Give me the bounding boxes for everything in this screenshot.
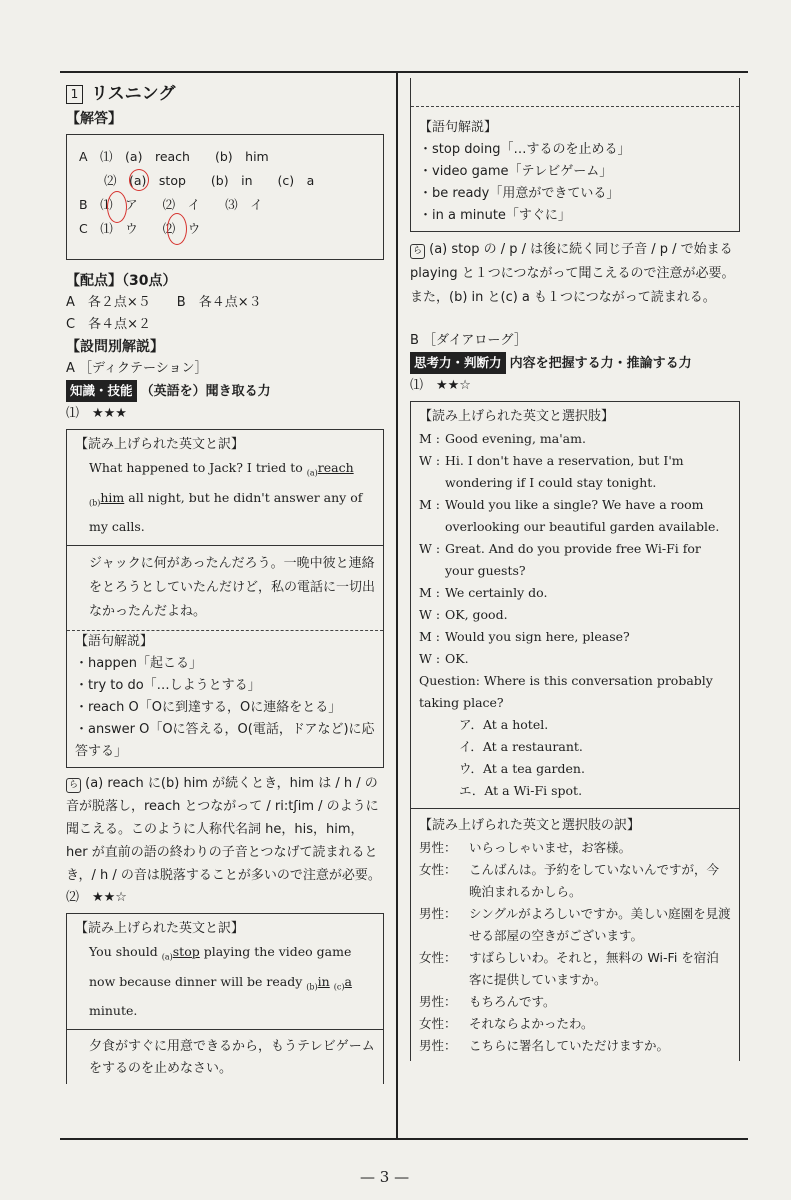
- option: ア．At a hotel.: [459, 717, 549, 732]
- dialog-line: [419, 626, 731, 648]
- a-title: A ［ディクテーション］: [66, 361, 208, 376]
- trans-line: [419, 903, 731, 947]
- answer-a1: A ⑴ (a) reach (b) him: [79, 149, 269, 164]
- q1-en-part: What happened to Jack? I tried to: [89, 460, 303, 475]
- answer-word: him: [100, 489, 125, 505]
- answer-word: reach: [317, 460, 354, 475]
- trans-line: [419, 859, 731, 903]
- q2-vocab-title: 【語句解説】: [419, 120, 498, 135]
- red-check-mark: [167, 213, 187, 245]
- column-divider: [396, 71, 398, 1139]
- page-number: — 3 —: [360, 1168, 410, 1186]
- speaker: 女性：: [419, 862, 457, 877]
- dialog-line: [419, 494, 731, 538]
- question: Question: Where is this conversation probably taking place?: [419, 673, 713, 710]
- speaker: W :: [419, 651, 441, 666]
- trans-text: シングルがよろしいですか。美しい庭園を見渡せる部屋の空きがございます。: [469, 906, 731, 943]
- q2-box: [66, 913, 384, 1084]
- speaker: W :: [419, 607, 441, 622]
- bottom-rule: [60, 1138, 748, 1140]
- trans-text: それならよかったわ。: [469, 1016, 594, 1031]
- options: [419, 714, 731, 802]
- skill-tag: 思考力・判断力: [410, 352, 506, 374]
- q2-vocab-1: ・video game「テレビゲーム」: [419, 164, 613, 179]
- q1-en-part: calls.: [111, 519, 145, 534]
- dialog-line: [419, 538, 731, 582]
- answer-box: [66, 134, 384, 260]
- trans-text: こんばんは。予約をしていないんですが，今晩泊まれるかしら。: [469, 862, 720, 899]
- note-icon: ら: [66, 778, 81, 793]
- a-tag-row: [66, 380, 384, 403]
- q2-japanese: 夕食がすぐに用意できるから，もうテレビゲームをするのを止めなさい。: [89, 1039, 375, 1076]
- q1-vocab-3: ・answer O「Oに答える，O(電話，ドアなど)に応答する」: [75, 722, 375, 759]
- dialog-text: Good evening, ma'am.: [445, 431, 586, 446]
- q2-vocab-2: ・be ready「用意ができている」: [419, 186, 620, 201]
- q1-box: [66, 429, 384, 768]
- blank-mark: (b): [306, 982, 318, 991]
- speaker: 男性：: [419, 994, 457, 1009]
- skill-tag: 知識・技能: [66, 380, 137, 402]
- trans-title: 【読み上げられた英文と選択肢の訳】: [419, 818, 641, 833]
- answer-b: B ⑴ ア ⑵ イ ⑶ イ: [79, 197, 263, 212]
- dialog-title: 【読み上げられた英文と選択肢】: [419, 409, 615, 424]
- q2-vocab-0: ・stop doing「…するのを止める」: [419, 142, 631, 157]
- speaker: W :: [419, 541, 441, 556]
- right-column: [410, 74, 740, 1065]
- speaker: 女性：: [419, 1016, 457, 1031]
- option: エ．At a Wi-Fi spot.: [459, 783, 583, 798]
- q2-english: [75, 940, 375, 1023]
- q2-box-title: 【読み上げられた英文と訳】: [75, 921, 245, 936]
- points-c: C 各４点×２: [66, 317, 151, 332]
- answer-word: a: [344, 973, 352, 989]
- speaker: M :: [419, 629, 440, 644]
- b1-label: ⑴ ★★☆: [410, 378, 471, 393]
- q2-vocab-box: [410, 78, 740, 232]
- dialog-text: Would you like a single? We have a room overlooking our beautiful garden available.: [445, 497, 720, 534]
- points-a: A 各２点×５ B 各４点×３: [66, 295, 262, 310]
- answer-c: C ⑴ ウ ⑵ ウ: [79, 221, 201, 236]
- dialog-text: OK, good.: [445, 607, 508, 622]
- trans-text: すばらしいわ。それと，無料の Wi-Fi を宿泊客に提供していますか。: [469, 950, 719, 987]
- dialog-text: Hi. I don't have a reservation, but I'm wondering if I could stay tonight.: [445, 453, 684, 490]
- q2-note: [410, 238, 740, 310]
- section-heading: [66, 80, 384, 108]
- trans-line: [419, 1013, 731, 1035]
- answer-a2: ⑵ (a) stop (b) in (c) a: [79, 173, 315, 188]
- q2-en-part: now because dinner will be ready: [89, 973, 303, 989]
- dialog-line: [419, 450, 731, 494]
- blank-mark: (b): [89, 498, 101, 507]
- speaker: M :: [419, 497, 440, 512]
- dialog-text: Would you sign here, please?: [445, 629, 630, 644]
- q2-en-part: You should: [89, 944, 158, 959]
- dialog-box: [410, 401, 740, 1061]
- q2-en-part: playing the video game: [203, 944, 352, 959]
- q1-label: ⑴ ★★★: [66, 406, 127, 421]
- q1-en-part: all night, but he didn't answer any of my: [89, 489, 363, 534]
- answer-word: in: [317, 973, 330, 989]
- q1-note: [66, 772, 384, 887]
- explain-heading: 【設問別解説】: [66, 339, 164, 355]
- q1-box-title: 【読み上げられた英文と訳】: [75, 437, 245, 452]
- speaker: M :: [419, 431, 440, 446]
- blank-mark: (c): [333, 982, 345, 991]
- dialog-line: [419, 428, 731, 450]
- b-title: B ［ダイアローグ］: [410, 333, 528, 348]
- dialog-line: [419, 648, 731, 670]
- red-check-mark: [129, 169, 149, 191]
- trans-text: いらっしゃいませ，お客様。: [469, 840, 632, 855]
- blank-mark: (a): [306, 468, 318, 478]
- blank-mark: (a): [161, 952, 173, 962]
- speaker: M :: [419, 585, 440, 600]
- q2-note-text: (a) stop の / p / は後に続く同じ子音 / p / で始まる playing と１つにつながって聞こえるので注意が必要。また，(b) in と(c) a も１つにつながって読まれる。: [410, 242, 735, 305]
- dialog-text: We certainly do.: [445, 585, 548, 600]
- q1-japanese: ジャックに何があったんだろう。一晩中彼と連絡をとろうとしていたんだけど，私の電話に一切出なかったんだよね。: [89, 556, 376, 619]
- b-tag-row: [410, 352, 740, 375]
- q1-vocab-title: 【語句解説】: [75, 634, 154, 649]
- skill-tag-text: （英語を）聞き取る力: [140, 384, 271, 399]
- skill-tag-text: 内容を把握する力・推論する力: [509, 356, 692, 371]
- q2-en-part: minute.: [89, 1003, 138, 1018]
- dialog-text: Great. And do you provide free Wi-Fi for your guests?: [445, 541, 701, 578]
- trans-text: こちらに署名していただけますか。: [469, 1038, 670, 1053]
- speaker: 女性：: [419, 950, 457, 965]
- answer-word: stop: [172, 944, 200, 959]
- points-heading: 【配点】（30点）: [66, 273, 177, 289]
- trans-line: [419, 1035, 731, 1057]
- q2-vocab-3: ・in a minute「すぐに」: [419, 208, 571, 223]
- q1-vocab-1: ・try to do「…しようとする」: [75, 678, 261, 693]
- speaker: 男性：: [419, 906, 457, 921]
- note-icon: ら: [410, 244, 425, 259]
- trans-line: [419, 991, 731, 1013]
- q1-vocab-0: ・happen「起こる」: [75, 656, 202, 671]
- speaker: 男性：: [419, 1038, 457, 1053]
- speaker: W :: [419, 453, 441, 468]
- dialog-line: [419, 582, 731, 604]
- left-column: [66, 80, 384, 1088]
- option: ウ．At a tea garden.: [459, 761, 585, 776]
- option: イ．At a restaurant.: [459, 739, 583, 754]
- trans-line: [419, 947, 731, 991]
- q1-vocab-2: ・reach O「Oに到達する，Oに連絡をとる」: [75, 700, 342, 715]
- q1-note-text: (a) reach に(b) him が続くとき，him は / h / の音が脱落し，reach とつながって / ri:tʃim / のように聞こえる。このように人称代名詞 he，his，him，her が直前の語の終わりの子音とつなげて読まれるとき，/ h / の音は脱落することが多いので注意が必要。: [66, 776, 381, 883]
- q1-english: [75, 456, 375, 539]
- section-number: 1: [66, 85, 83, 104]
- dialog-text: OK.: [445, 651, 469, 666]
- answer-heading: 【解答】: [66, 111, 122, 127]
- red-check-mark: [107, 191, 127, 223]
- q2-label: ⑵ ★★☆: [66, 890, 127, 905]
- speaker: 男性：: [419, 840, 457, 855]
- dialog-line: [419, 604, 731, 626]
- section-title: リスニング: [91, 84, 176, 104]
- trans-line: [419, 837, 731, 859]
- trans-text: もちろんです。: [469, 994, 556, 1009]
- top-rule: [60, 71, 748, 73]
